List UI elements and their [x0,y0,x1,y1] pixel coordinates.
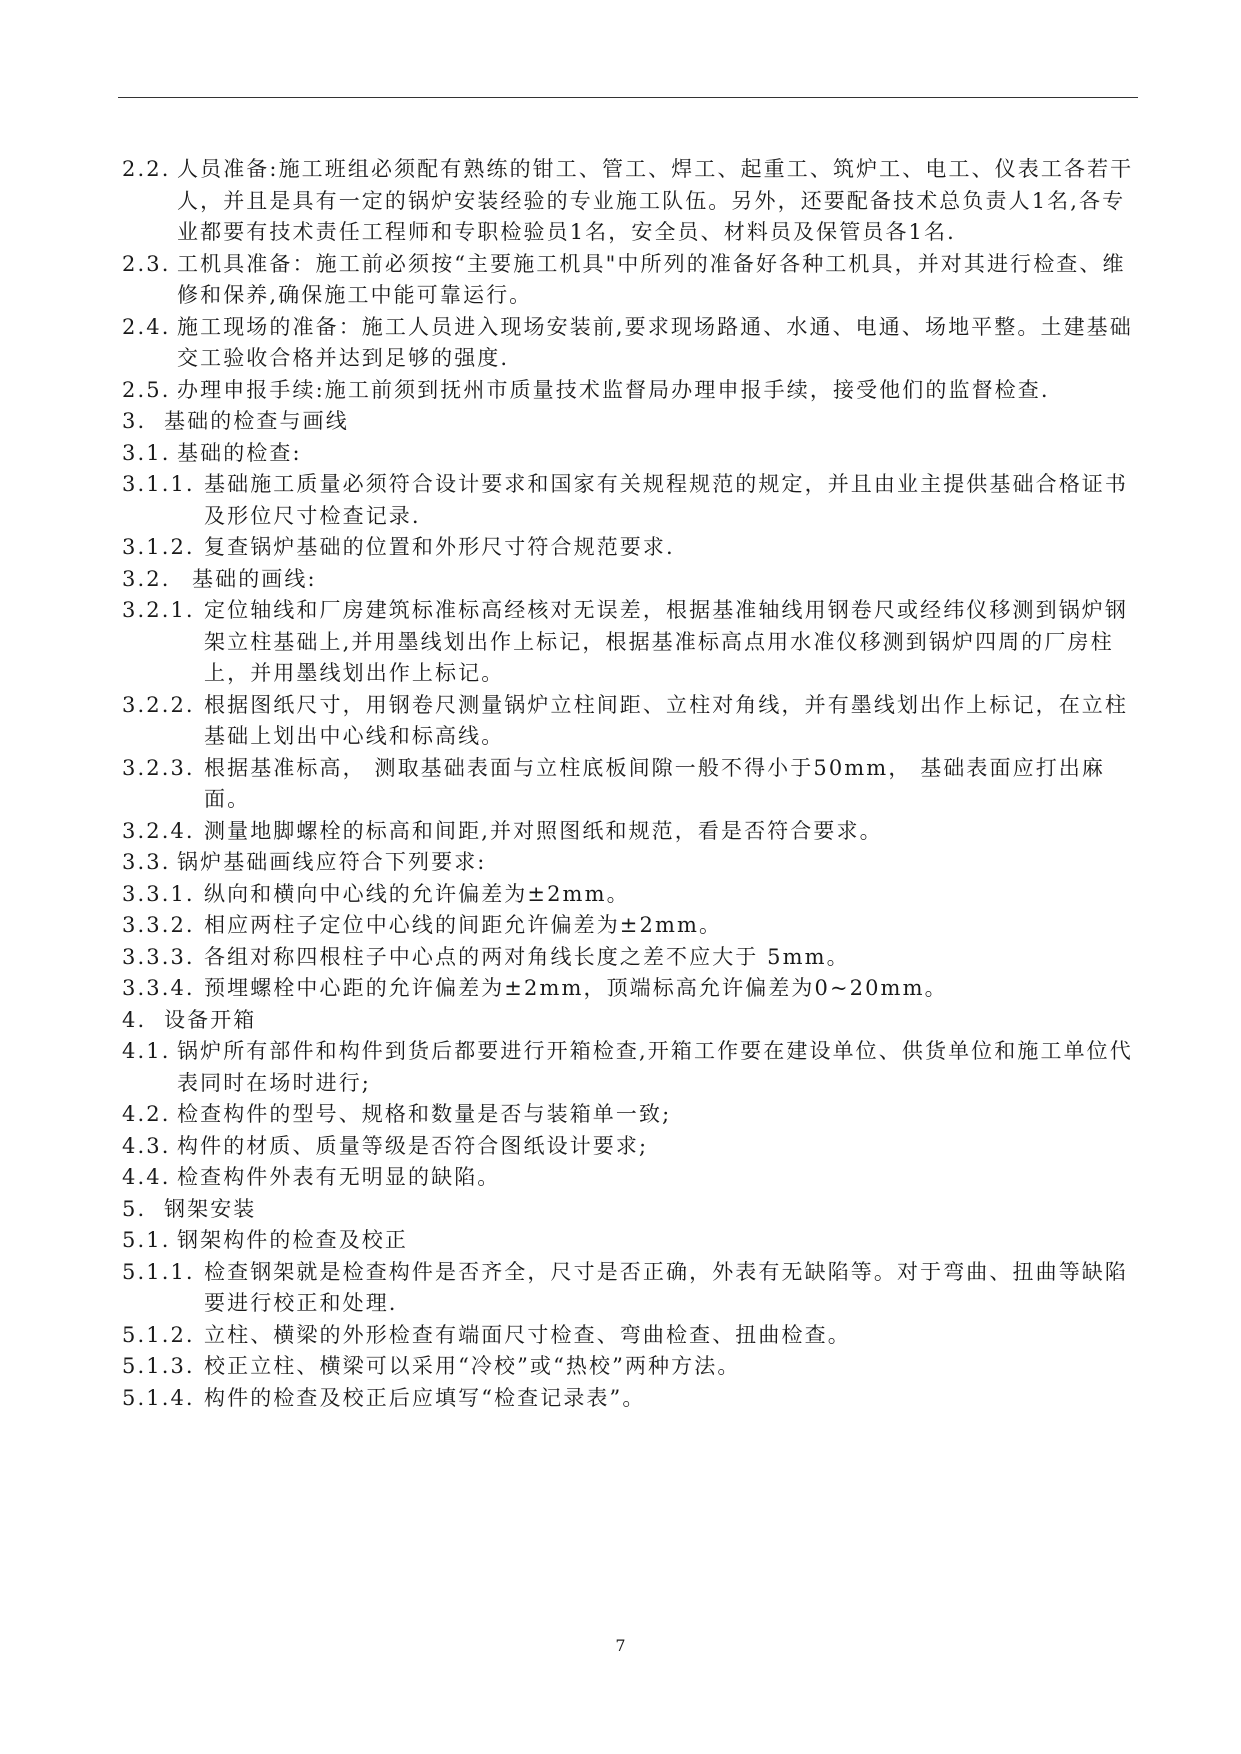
list-item [122,973,1138,1005]
item-number: 3.3.3. [122,944,195,969]
list-item [122,564,1138,596]
item-text: 施工现场的准备：施工人员进入现场安装前,要求现场路通、水通、电通、场地平整。土建基础交工验收合格并达到足够的强度. [177,314,1133,370]
item-text: 检查构件外表有无明显的缺陷。 [177,1165,501,1189]
item-number: 3.1.1. [122,472,195,496]
section-heading [122,1194,1138,1226]
item-number: 4.3. [122,1133,171,1158]
item-text: 人员准备:施工班组必须配有熟练的钳工、管工、焊工、起重工、筑炉工、电工、仪表工各若干人，并且是具有一定的锅炉安装经验的专业施工队伍。另外，还要配备技术总负责人1名,各专业都要有技术责任工程师和专职检验员1名，安全员、材料员及保管员各1名. [177,157,1134,244]
item-number: 2.2. [122,157,171,181]
item-text: 根据基准标高， 测取基础表面与立柱底板间隙一般不得小于50mm， 基础表面应打出麻面。 [204,755,1105,811]
item-text: 办理申报手续:施工前须到抚州市质量技术监督局办理申报手续，接受他们的监督检查. [177,377,1050,402]
item-number: 4.2. [122,1102,171,1126]
item-text: 锅炉所有部件和构件到货后都要进行开箱检查,开箱工作要在建设单位、供货单位和施工单位代表同时在场时进行; [177,1039,1133,1095]
item-text: 基础施工质量必须符合设计要求和国家有关规程规范的规定，并且由业主提供基础合格证书及形位尺寸检查记录. [204,472,1128,528]
item-number: 4. [122,1007,147,1032]
item-number: 3.3.4. [122,976,195,1000]
item-text: 钢架安装 [164,1196,257,1221]
list-item [122,1257,1138,1320]
item-number: 3.3.1. [122,881,195,906]
list-item [122,1131,1138,1163]
item-number: 3.1. [122,440,171,465]
item-text: 根据图纸尺寸，用钢卷尺测量锅炉立柱间距、立柱对角线，并有墨线划出作上标记，在立柱基础上划出中心线和标高线。 [204,692,1128,748]
list-item [122,1320,1138,1352]
item-text: 构件的材质、质量等级是否符合图纸设计要求; [177,1133,649,1158]
item-text: 纵向和横向中心线的允许偏差为±2mm。 [204,881,630,906]
list-item [122,847,1138,879]
section-heading [122,406,1138,438]
page-number: 7 [615,1636,626,1655]
item-text: 工机具准备：施工前必须按“主要施工机具"中所列的准备好各种工机具，并对其进行检查、维修和保养,确保施工中能可靠运行。 [177,251,1126,307]
list-item [122,1383,1138,1415]
item-text: 校正立柱、横梁可以采用“冷校”或“热校”两种方法。 [204,1354,741,1378]
list-item [122,312,1138,375]
item-text: 锅炉基础画线应符合下列要求: [177,850,487,874]
item-text: 各组对称四根柱子中心点的两对角线长度之差不应大于 5mm。 [204,944,850,969]
item-text: 定位轴线和厂房建筑标准标高经核对无误差，根据基准轴线用钢卷尺或经纬仪移测到锅炉钢架立柱基础上,并用墨线划出作上标记，根据基准标高点用水准仪移测到锅炉四周的厂房柱上，并用墨线划出作上标记。 [204,598,1128,685]
item-number: 2.5. [122,377,171,402]
list-item [122,1162,1138,1194]
list-item [122,1099,1138,1131]
item-text: 检查钢架就是检查构件是否齐全，尺寸是否正确，外表有无缺陷等。对于弯曲、扭曲等缺陷要进行校正和处理. [204,1259,1128,1315]
list-item [122,879,1138,911]
item-text: 预埋螺栓中心距的允许偏差为±2mm，顶端标高允许偏差为0~20mm。 [204,976,948,1000]
item-text: 复查锅炉基础的位置和外形尺寸符合规范要求. [204,535,675,559]
list-item [122,690,1138,753]
item-number: 3.2.2. [122,692,195,717]
item-number: 3.2. [122,566,171,591]
item-text: 构件的检查及校正后应填写“检查记录表”。 [204,1385,646,1410]
item-number: 5.1.1. [122,1259,195,1284]
item-number: 5.1.3. [122,1354,195,1378]
item-number: 5.1. [122,1228,171,1252]
list-item [122,532,1138,564]
section-heading [122,1005,1138,1037]
item-number: 5.1.2. [122,1322,195,1347]
item-number: 3.3. [122,850,171,874]
item-text: 基础的检查与画线 [164,409,349,433]
item-number: 5. [122,1196,147,1221]
item-number: 4.4. [122,1165,171,1189]
item-text: 设备开箱 [164,1007,257,1032]
list-item [122,1036,1138,1099]
list-item [122,154,1138,249]
item-number: 2.4. [122,314,171,339]
list-item [122,375,1138,407]
list-item [122,469,1138,532]
list-item [122,438,1138,470]
list-item [122,595,1138,690]
item-text: 立柱、横梁的外形检查有端面尺寸检查、弯曲检查、扭曲检查。 [204,1322,851,1347]
list-item [122,942,1138,974]
item-text: 基础的画线: [192,566,317,591]
item-text: 基础的检查: [177,440,302,465]
list-item [122,753,1138,816]
item-text: 检查构件的型号、规格和数量是否与装箱单一致; [177,1102,672,1126]
item-text: 测量地脚螺栓的标高和间距,并对照图纸和规范，看是否符合要求。 [204,818,883,843]
item-number: 3.2.4. [122,818,195,843]
item-text: 钢架构件的检查及校正 [177,1228,408,1252]
list-item [122,1225,1138,1257]
header-rule [118,97,1138,98]
list-item [122,249,1138,312]
item-number: 5.1.4. [122,1385,195,1410]
list-item [122,910,1138,942]
document-body [122,154,1138,1414]
list-item [122,816,1138,848]
item-number: 3.2.1. [122,598,195,622]
item-number: 4.1. [122,1039,171,1063]
item-number: 2.3. [122,251,171,276]
item-number: 3.2.3. [122,755,195,780]
item-number: 3.1.2. [122,535,195,559]
list-item [122,1351,1138,1383]
item-number: 3.3.2. [122,913,195,937]
item-number: 3. [122,409,147,433]
item-text: 相应两柱子定位中心线的间距允许偏差为±2mm。 [204,913,723,937]
